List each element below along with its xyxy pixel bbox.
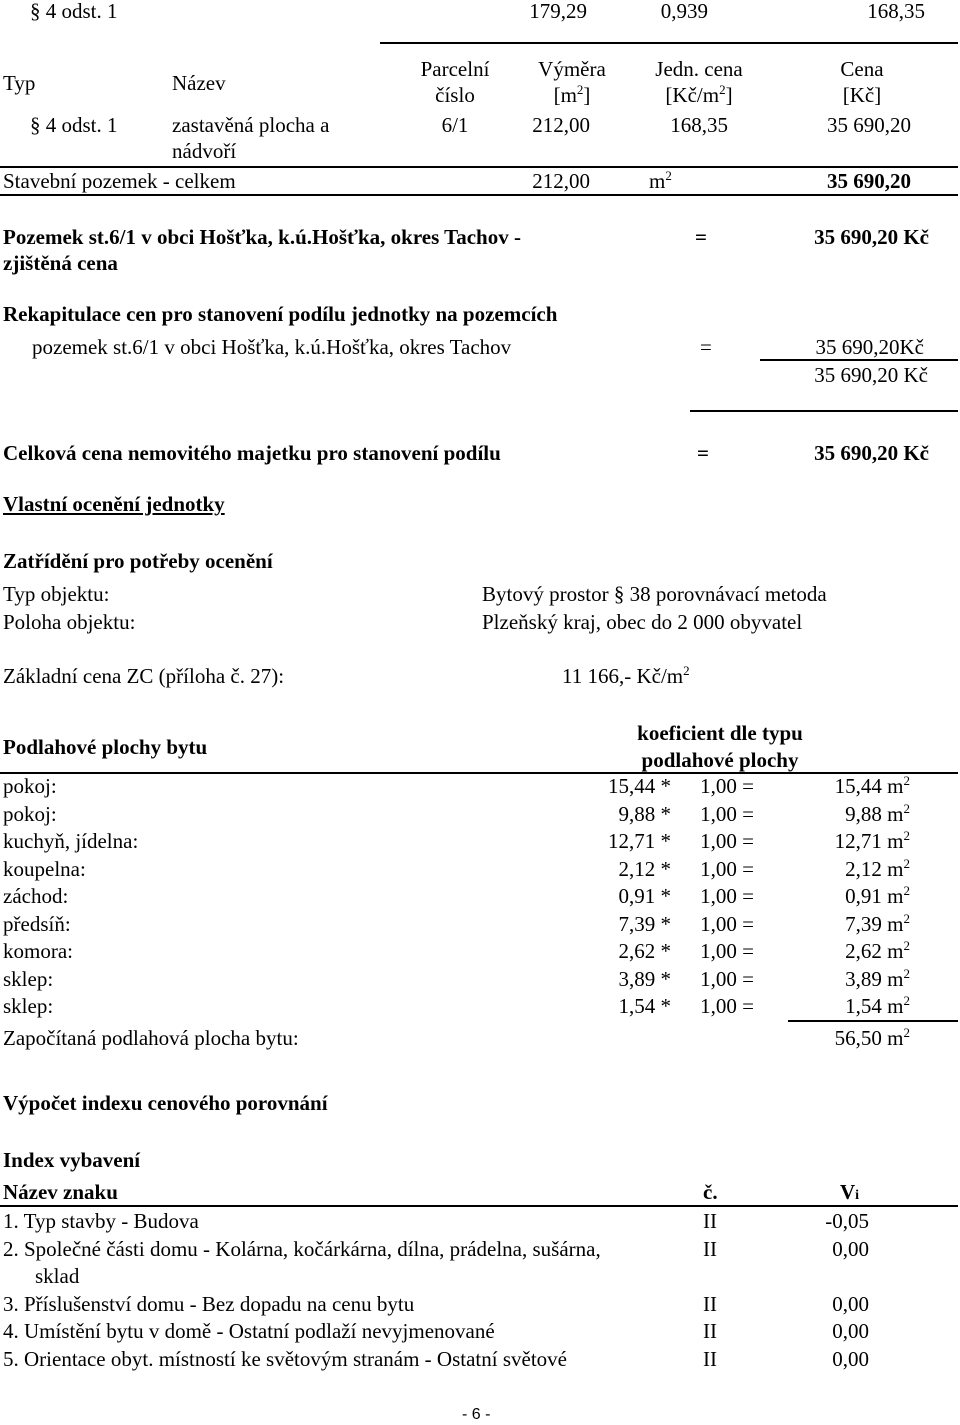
floor-area-name: sklep: — [3, 966, 54, 991]
plochy-total-label: Započítaná podlahová plocha bytu: — [3, 1026, 299, 1050]
floor-area-name: pokoj: — [3, 774, 57, 798]
vlastni-title: Vlastní ocenění jednotky — [3, 492, 225, 516]
land-total-vymera: 212,00 — [532, 169, 590, 193]
plochy-title: Podlahové plochy bytu — [3, 735, 208, 759]
floor-area-value: 0,91 * — [618, 884, 671, 908]
floor-area-result: 2,62 $m^2$ — [845, 938, 910, 963]
rekap-value: 35 690,20Kč — [815, 335, 924, 359]
index-row-c: II — [703, 1291, 717, 1316]
floor-area-koef: 1,00 = — [700, 939, 754, 963]
floor-area-result: 15,44 $m^2$ — [834, 773, 910, 798]
pozemek-value: 35 690,20 Kč — [814, 225, 929, 249]
floor-area-koef: 1,00 = — [700, 994, 754, 1018]
floor-area-result: 3,89 $m^2$ — [845, 965, 910, 991]
top-row-cena: 168,35 — [867, 0, 925, 23]
top-row-vymera: 179,29 — [529, 0, 587, 23]
floor-area-value: 2,12 * — [618, 856, 671, 881]
floor-area-result: 9,88 $m^2$ — [845, 800, 910, 826]
floor-area-result: 7,39 $m^2$ — [845, 910, 910, 936]
floor-area-koef: 1,00 = — [700, 911, 754, 936]
index-title: Index vybavení — [3, 1148, 141, 1172]
index-row-c: II — [703, 1209, 717, 1233]
floor-area-value: 7,39 * — [618, 911, 671, 936]
pozemek-line2: zjištěná cena — [3, 251, 118, 275]
index-row-c: II — [703, 1236, 717, 1261]
typ-objektu-label: Typ objektu: — [3, 582, 110, 606]
celkova-eq: = — [697, 441, 709, 465]
divider — [0, 1205, 958, 1207]
floor-area-koef: 1,00 = — [700, 884, 754, 908]
poloha-label: Poloha objektu: — [3, 610, 136, 634]
plochy-koef-header: koeficient dle typu podlahové plochy — [637, 721, 803, 773]
divider — [760, 359, 958, 361]
floor-area-koef: 1,00 = — [700, 829, 754, 853]
divider — [380, 42, 958, 44]
celkova-value: 35 690,20 Kč — [814, 441, 929, 465]
land-total-label: Stavební pozemek - celkem — [3, 169, 236, 193]
land-row-vymera: 212,00 — [532, 113, 590, 137]
land-row-typ: § 4 odst. 1 — [30, 113, 118, 137]
col-nazev: Název — [172, 71, 226, 95]
floor-area-value: 9,88 * — [618, 801, 671, 826]
land-row-jedn: 168,35 — [670, 113, 728, 137]
floor-area-name: koupelna: — [3, 856, 86, 881]
index-row-name: 5. Orientace obyt. místností ke světovým stranám - Ostatní světové — [3, 1346, 567, 1371]
floor-area-value: 1,54 * — [618, 994, 671, 1018]
floor-area-koef: 1,00 = — [700, 801, 754, 826]
floor-area-name: komora: — [3, 939, 73, 963]
floor-area-koef: 1,00 = — [700, 774, 754, 798]
rekap-title: Rekapitulace cen pro stanovení podílu jednotky na pozemcích — [3, 302, 558, 326]
floor-area-value: 15,44 * — [608, 774, 671, 798]
rekap-item: pozemek st.6/1 v obci Hošťka, k.ú.Hošťka, okres Tachov — [32, 335, 512, 359]
floor-area-name: předsíň: — [3, 911, 71, 936]
index-row-c: II — [703, 1346, 717, 1371]
floor-area-value: 3,89 * — [618, 966, 671, 991]
rekap-eq: = — [700, 335, 712, 359]
poloha-value: Plzeňský kraj, obec do 2 000 obyvatel — [482, 610, 803, 634]
plochy-total-value: 56,50 $m^2$ — [834, 1025, 910, 1050]
index-row-v: -0,05 — [825, 1209, 869, 1233]
index-row-c: II — [703, 1319, 717, 1343]
divider — [0, 194, 958, 196]
index-row-v: 0,00 — [832, 1346, 869, 1371]
floor-area-result: 0,91 $m^2$ — [845, 883, 910, 908]
top-row-koef: 0,939 — [660, 0, 708, 23]
floor-area-result: 2,12 $m^2$ — [845, 855, 910, 881]
typ-objektu-value: Bytový prostor § 38 porovnávací metoda — [482, 582, 827, 606]
floor-area-name: sklep: — [3, 994, 54, 1018]
floor-area-koef: 1,00 = — [700, 856, 754, 881]
divider — [0, 772, 958, 774]
col-cena: Cena [Kč] — [840, 57, 884, 108]
index-row-name: 1. Typ stavby - Budova — [3, 1209, 199, 1233]
index-col-c: č. — [703, 1180, 718, 1204]
floor-area-name: pokoj: — [3, 801, 57, 826]
divider — [788, 1020, 958, 1022]
land-total-unit: $m^2$ — [649, 168, 672, 193]
page-number: - 6 - — [462, 1406, 491, 1423]
index-row-v: 0,00 — [832, 1291, 869, 1316]
index-col-v: Vi — [840, 1180, 860, 1204]
floor-area-name: kuchyň, jídelna: — [3, 829, 139, 853]
zatrideni-title: Zatřídění pro potřeby ocenění — [3, 549, 273, 573]
pozemek-eq: = — [695, 225, 707, 249]
floor-area-name: záchod: — [3, 884, 69, 908]
floor-area-value: 12,71 * — [608, 829, 671, 853]
col-parcelni: Parcelní číslo — [420, 57, 490, 108]
floor-area-result: 1,54 $m^2$ — [845, 993, 910, 1018]
divider — [690, 410, 958, 412]
top-row-label: § 4 odst. 1 — [30, 0, 118, 23]
floor-area-value: 2,62 * — [618, 939, 671, 963]
index-row-v: 0,00 — [832, 1236, 869, 1261]
zakladni-label: Základní cena ZC (příloha č. 27): — [3, 664, 285, 688]
divider — [0, 166, 958, 168]
land-row-parcelni: 6/1 — [441, 113, 469, 137]
celkova-label: Celková cena nemovitého majetku pro stanovení podílu — [3, 441, 501, 465]
floor-area-result: 12,71 $m^2$ — [834, 828, 910, 853]
pozemek-line1: Pozemek st.6/1 v obci Hošťka, k.ú.Hošťka, okres Tachov - — [3, 225, 521, 249]
index-row-v: 0,00 — [832, 1319, 869, 1343]
land-row-nazev: zastavěná plocha a nádvoří — [172, 113, 330, 164]
index-row-name: 3. Příslušenství domu - Bez dopadu na cenu bytu — [3, 1291, 415, 1316]
land-row-cena: 35 690,20 — [827, 113, 911, 137]
land-total-cena: 35 690,20 — [827, 169, 911, 193]
index-col-name: Název znaku — [3, 1180, 118, 1204]
rekap-subtotal: 35 690,20 Kč — [814, 363, 928, 387]
col-vymera: Výměra $[m^2]$ — [538, 57, 606, 108]
zakladni-value: 11 166,- $Kč/m^2$ — [562, 663, 690, 688]
index-row-name: 2. Společné části domu - Kolárna, kočárkárna, dílna, prádelna, sušárna, — [3, 1236, 601, 1261]
col-jedn-cena: Jedn. cena $[Kč/m^2]$ — [655, 57, 743, 108]
col-typ: Typ — [3, 71, 36, 95]
floor-area-koef: 1,00 = — [700, 966, 754, 991]
index-row-name: 4. Umístění bytu v domě - Ostatní podlaží nevyjmenované — [3, 1319, 495, 1343]
vypocet-title: Výpočet indexu cenového porovnání — [3, 1091, 328, 1115]
index-row-name-cont: sklad — [35, 1263, 80, 1288]
